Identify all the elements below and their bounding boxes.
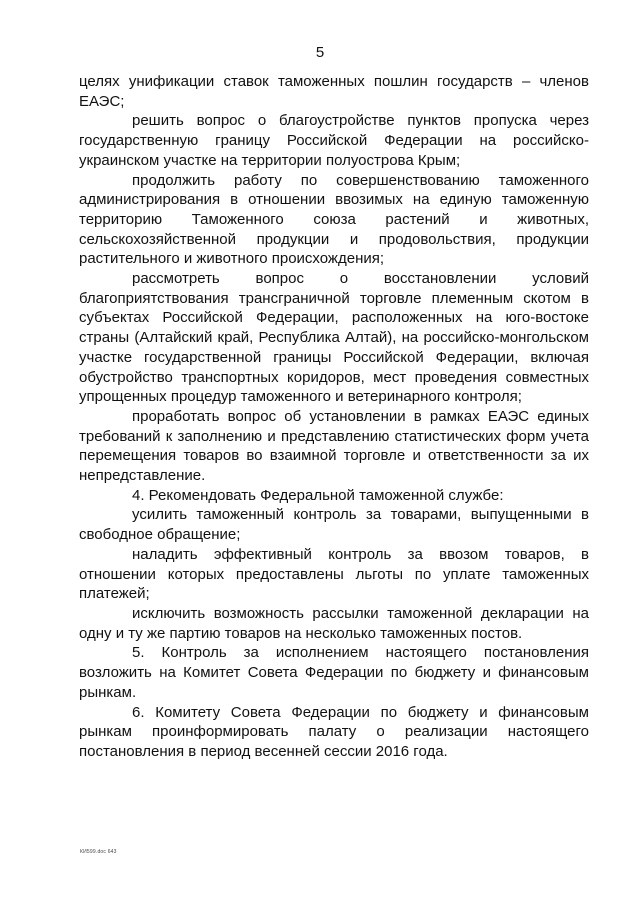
document-body: [79, 72, 589, 762]
paragraph-item-6: 6. Комитету Совета Федерации по бюджету и финансовым рынкам проинформировать палату о реализации настоящего постановления в период весенней сессии 2016 года.: [79, 703, 589, 760]
paragraph-item-4: 4. Рекомендовать Федеральной таможенной службе:: [132, 486, 504, 504]
paragraph-statistical-forms: проработать вопрос об установлении в рамках ЕАЭС единых требований к заполнению и представлению статистических форм учета перемещения товаров во взаимной торговле и ответственности за их непредставление.: [79, 407, 589, 485]
paragraph-strengthen-control: усилить таможенный контроль за товарами, выпущенными в свободное обращение;: [79, 506, 589, 544]
paragraph-item-5: 5. Контроль за исполнением настоящего постановления возложить на Комитет Совета Федерации по бюджету и финансовым рынкам.: [79, 644, 589, 701]
paragraph-continuation: целях унификации ставок таможенных пошлин государств – членов ЕАЭС;: [79, 73, 589, 110]
paragraph-declaration-mailing: исключить возможность рассылки таможенной декларации на одну и ту же партию товаров на несколько таможенных постов.: [79, 604, 589, 642]
paragraph-crimea-checkpoints: решить вопрос о благоустройстве пунктов пропуска через государственную границу Российской Федерации на российско-украинском участке на территории полуострова Крым;: [79, 112, 589, 169]
paragraph-import-control: наладить эффективный контроль за ввозом товаров, в отношении которых предоставлены льготы по уплате таможенных платежей;: [79, 545, 589, 603]
paragraph-livestock-trade: рассмотреть вопрос о восстановлении условий благоприятствования трансграничной торговле племенным скотом в субъектах Российской Федерации, расположенных на юго-востоке страны (Алтайский край, Республика Алтай), на российско-монгольском участке государственной границы Российской Федерации, включая обустройство транспортных коридоров, мест проведения совместных упрощенных процедур таможенного и ветеринарного контроля;: [79, 270, 589, 406]
document-footer-code: КИ599.doc 643: [80, 849, 117, 855]
paragraph-customs-administration: продолжить работу по совершенствованию таможенного администрирования в отношении ввозимых на единую таможенную территорию Таможенного союза растений и животных, сельскохозяйственной продукции и продовольствия, продукции растительного и животного происхождения;: [79, 171, 589, 268]
page-number: 5: [315, 44, 325, 61]
